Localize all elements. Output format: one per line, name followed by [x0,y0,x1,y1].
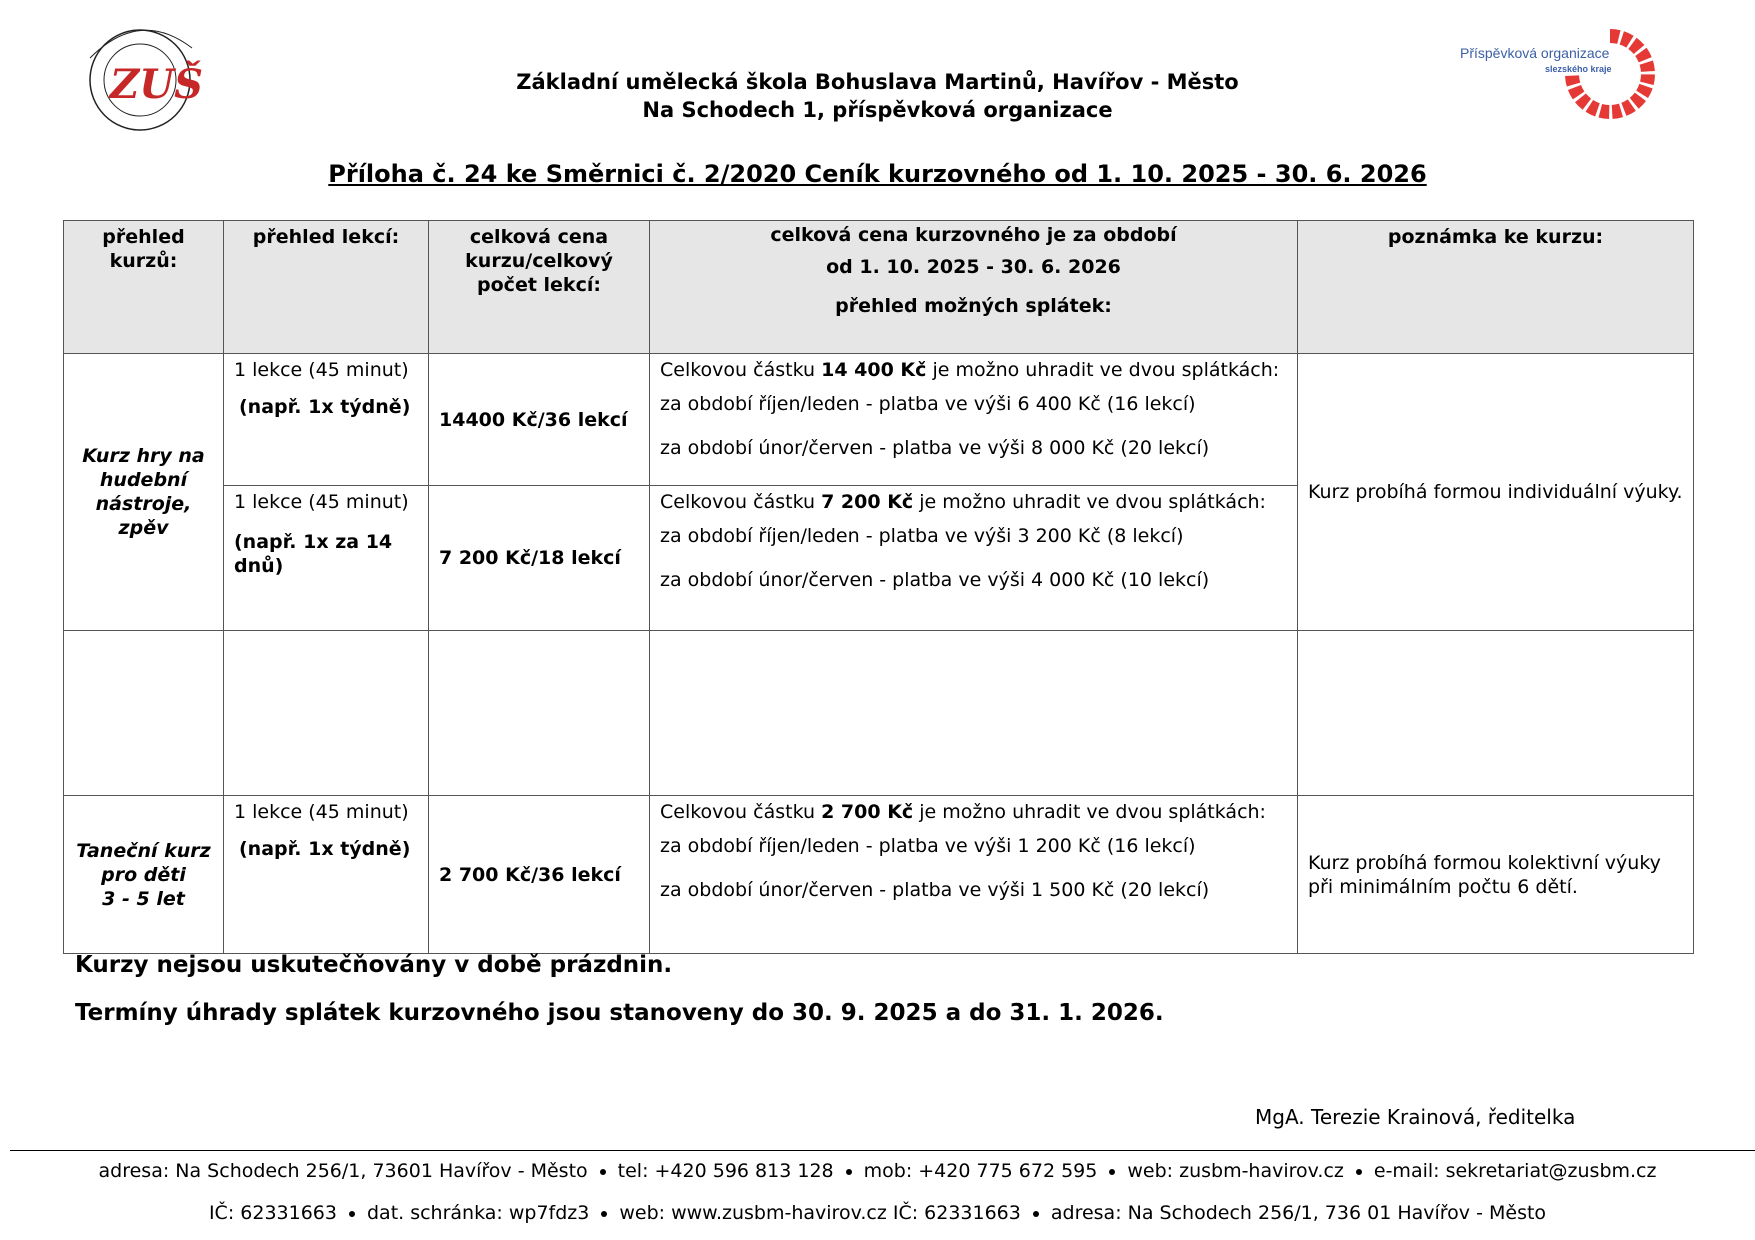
installment-total-post: je možno uhradit ve dvou splátkách: [932,359,1280,381]
installment-total-amount: 7 200 Kč [821,491,914,513]
installment-spring: za období únor/červen - platba ve výši 1 500 Kč (20 lekcí) [660,879,1210,901]
installment-spring: za období únor/červen - platba ve výši 4 000 Kč (10 lekcí) [660,569,1210,591]
course-name-music: Kurz hry na hudební nástroje, zpěv [64,354,224,631]
bullet-icon [600,1169,606,1175]
bullet-icon [1356,1169,1362,1175]
region-logo-line1: Příspěvková organizace [1460,45,1610,61]
bullet-icon [1109,1169,1115,1175]
table-header-row [64,221,1694,354]
payment-deadline-note: Termíny úhrady splátek kurzovného jsou stanoveny do 30. 9. 2025 a do 31. 1. 2026. [75,1000,1164,1026]
bullet-icon [349,1211,355,1217]
price-cell: 14400 Kč/36 lekcí [429,354,650,486]
installment-total-post: je možno uhradit ve dvou splátkách: [919,491,1266,513]
header-installments-line3: přehled možných splátek: [835,295,1112,317]
school-header [0,68,1755,124]
installment-total [660,358,1287,382]
table-row-empty [64,631,1694,796]
installment-total-pre: Celkovou částku [660,359,816,381]
installments-cell [650,796,1298,954]
course-note-dance [1298,796,1694,954]
bullet-icon [1033,1211,1039,1217]
header-course: přehled kurzů: [64,221,224,354]
contact-line-1 [0,1160,1755,1182]
logo-mark-text: ZUŠ [110,61,203,108]
installment-total-pre: Celkovou částku [660,801,816,823]
course-name-line2: pro děti [101,863,186,886]
header-installments-line1: celková cena kurzovného je za období [770,224,1177,246]
contact-databox: dat. schránka: wp7fdz3 [366,1202,590,1224]
contact-web-ic: web: www.zusbm-havirov.cz IČ: 62331663 [619,1202,1021,1224]
footer-divider [10,1150,1755,1151]
installment-autumn: za období říjen/leden - platba ve výši 6 400 Kč (16 lekcí) [660,393,1196,415]
installment-total [660,800,1287,824]
installment-total [660,490,1287,514]
lesson-duration: 1 lekce (45 minut) [234,491,409,513]
school-name: Základní umělecká škola Bohuslava Martinů, Havířov - Město [516,70,1239,94]
course-note-music: Kurz probíhá formou individuální výuky. [1298,354,1694,631]
price-table [63,220,1694,954]
lessons-cell [224,354,429,486]
region-logo-line2: slezského kraje [1545,64,1612,74]
header-price: celková cena kurzu/celkový počet lekcí: [429,221,650,354]
installments-cell [650,354,1298,486]
bullet-icon [601,1211,607,1217]
contact-address-2: adresa: Na Schodech 256/1, 736 01 Havířov - Město [1050,1202,1547,1224]
bullet-icon [846,1169,852,1175]
contact-address: adresa: Na Schodech 256/1, 73601 Havířov - Město [98,1160,588,1182]
contact-phone: tel: +420 596 813 128 [617,1160,834,1182]
installments-cell [650,486,1298,631]
installment-spring: za období únor/červen - platba ve výši 8 000 Kč (20 lekcí) [660,437,1210,459]
price-cell: 2 700 Kč/36 lekcí [429,796,650,954]
lesson-frequency: (např. 1x týdně) [239,396,411,418]
header-lessons: přehled lekcí: [224,221,429,354]
lesson-frequency: (např. 1x týdně) [239,838,411,860]
price-cell: 7 200 Kč/18 lekcí [429,486,650,631]
header-note: poznámka ke kurzu: [1298,221,1694,354]
lessons-cell [224,486,429,631]
table-row [64,796,1694,954]
contact-line-2 [0,1202,1755,1224]
signature: MgA. Terezie Krainová, ředitelka [1255,1105,1576,1129]
holiday-note: Kurzy nejsou uskutečňovány v době prázdnin. [75,952,673,978]
contact-mobile: mob: +420 775 672 595 [863,1160,1098,1182]
note-line1: Kurz probíhá formou kolektivní výuky [1308,851,1661,874]
header-installments-line2: od 1. 10. 2025 - 30. 6. 2026 [826,256,1121,278]
header-installments [650,221,1298,354]
lesson-duration: 1 lekce (45 minut) [234,801,409,823]
lesson-duration: 1 lekce (45 minut) [234,359,409,381]
installment-total-pre: Celkovou částku [660,491,816,513]
installment-autumn: za období říjen/leden - platba ve výši 3 200 Kč (8 lekcí) [660,525,1184,547]
contact-web: web: zusbm-havirov.cz [1127,1160,1344,1182]
lessons-cell [224,796,429,954]
contact-ic: IČ: 62331663 [208,1202,337,1224]
lesson-frequency: (např. 1x za 14 dnů) [234,531,393,577]
document-title: Příloha č. 24 ke Směrnici č. 2/2020 Ceník kurzovného od 1. 10. 2025 - 30. 6. 2026 [328,160,1427,188]
installment-total-post: je možno uhradit ve dvou splátkách: [919,801,1266,823]
school-address: Na Schodech 1, příspěvková organizace [642,98,1113,122]
course-name-line3: 3 - 5 let [102,887,185,910]
installment-total-amount: 2 700 Kč [821,801,914,823]
course-name-line1: Taneční kurz [76,839,211,862]
installment-total-amount: 14 400 Kč [821,359,927,381]
contact-email: e-mail: sekretariat@zusbm.cz [1373,1160,1657,1182]
table-row [64,354,1694,486]
note-line2: při minimálním počtu 6 dětí. [1308,875,1578,898]
installment-autumn: za období říjen/leden - platba ve výši 1 200 Kč (16 lekcí) [660,835,1196,857]
course-name-dance [64,796,224,954]
